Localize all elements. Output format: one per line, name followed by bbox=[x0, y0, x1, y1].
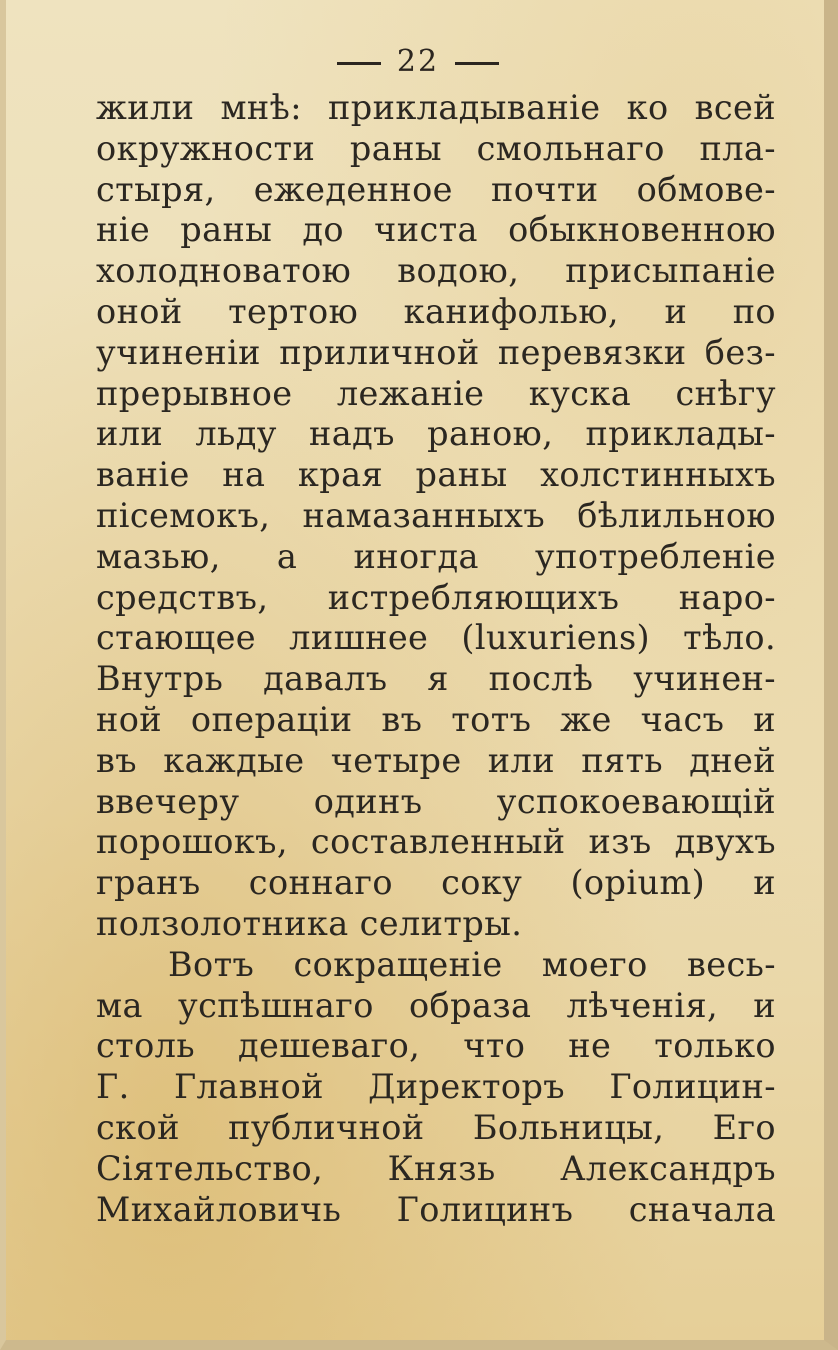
text-line: пісемокъ, намазанныхъ бѣлильною bbox=[96, 495, 776, 535]
header-dash-right bbox=[455, 62, 499, 65]
text-line: Внутрь давалъ я послѣ учинен- bbox=[96, 659, 776, 699]
page-body-text bbox=[96, 88, 776, 1230]
text-line: прерывное лежаніе куска снѣгу bbox=[96, 373, 776, 413]
header-dash-left bbox=[337, 62, 381, 65]
text-line: мазью, а иногда употребленіе bbox=[96, 536, 776, 576]
text-line: въ каждые четыре или пять дней bbox=[96, 740, 776, 780]
text-line: Сіятельство, Князь Александръ bbox=[96, 1148, 776, 1188]
text-line: ной операціи въ тотъ же часъ и bbox=[96, 699, 776, 739]
text-line: ввечеру одинъ успокоевающій bbox=[96, 781, 776, 821]
text-line: ваніе на края раны холстинныхъ bbox=[96, 455, 776, 495]
text-line: гранъ соннаго соку (opium) и bbox=[96, 863, 776, 903]
text-line: ской публичной Больницы, Его bbox=[96, 1107, 776, 1147]
text-line: Михайловичь Голицинъ сначала bbox=[96, 1189, 776, 1229]
page-number: 22 bbox=[396, 44, 440, 79]
text-line: учиненіи приличной перевязки без- bbox=[96, 332, 776, 372]
text-line: стающее лишнее (luxuriens) тѣло. bbox=[96, 618, 776, 658]
text-line: жили мнѣ: прикладываніе ко всей bbox=[96, 88, 776, 127]
text-line: стыря, ежеденное почти обмове- bbox=[96, 169, 776, 209]
text-line: окружности раны смольнаго пла- bbox=[96, 128, 776, 168]
text-line: или льду надъ раною, приклады- bbox=[96, 414, 776, 454]
text-line: холодноватою водою, присыпаніе bbox=[96, 251, 776, 291]
text-line: оной тертою канифолью, и по bbox=[96, 291, 776, 331]
text-line: порошокъ, составленный изъ двухъ bbox=[96, 822, 776, 862]
page-header bbox=[6, 44, 830, 79]
text-line: Г. Главной Директоръ Голицин- bbox=[96, 1067, 776, 1107]
text-line: средствъ, истребляющихъ наро- bbox=[96, 577, 776, 617]
text-line-paragraph-end: ползолотника селитры. bbox=[96, 903, 523, 943]
text-line-paragraph-start: Вотъ сокращеніе моего весь- bbox=[168, 944, 776, 984]
text-line: ма успѣшнаго образа лѣченія, и bbox=[96, 985, 776, 1025]
text-line: столь дешеваго, что не только bbox=[96, 1026, 776, 1066]
text-line: ніе раны до чиста обыкновенною bbox=[96, 210, 776, 250]
